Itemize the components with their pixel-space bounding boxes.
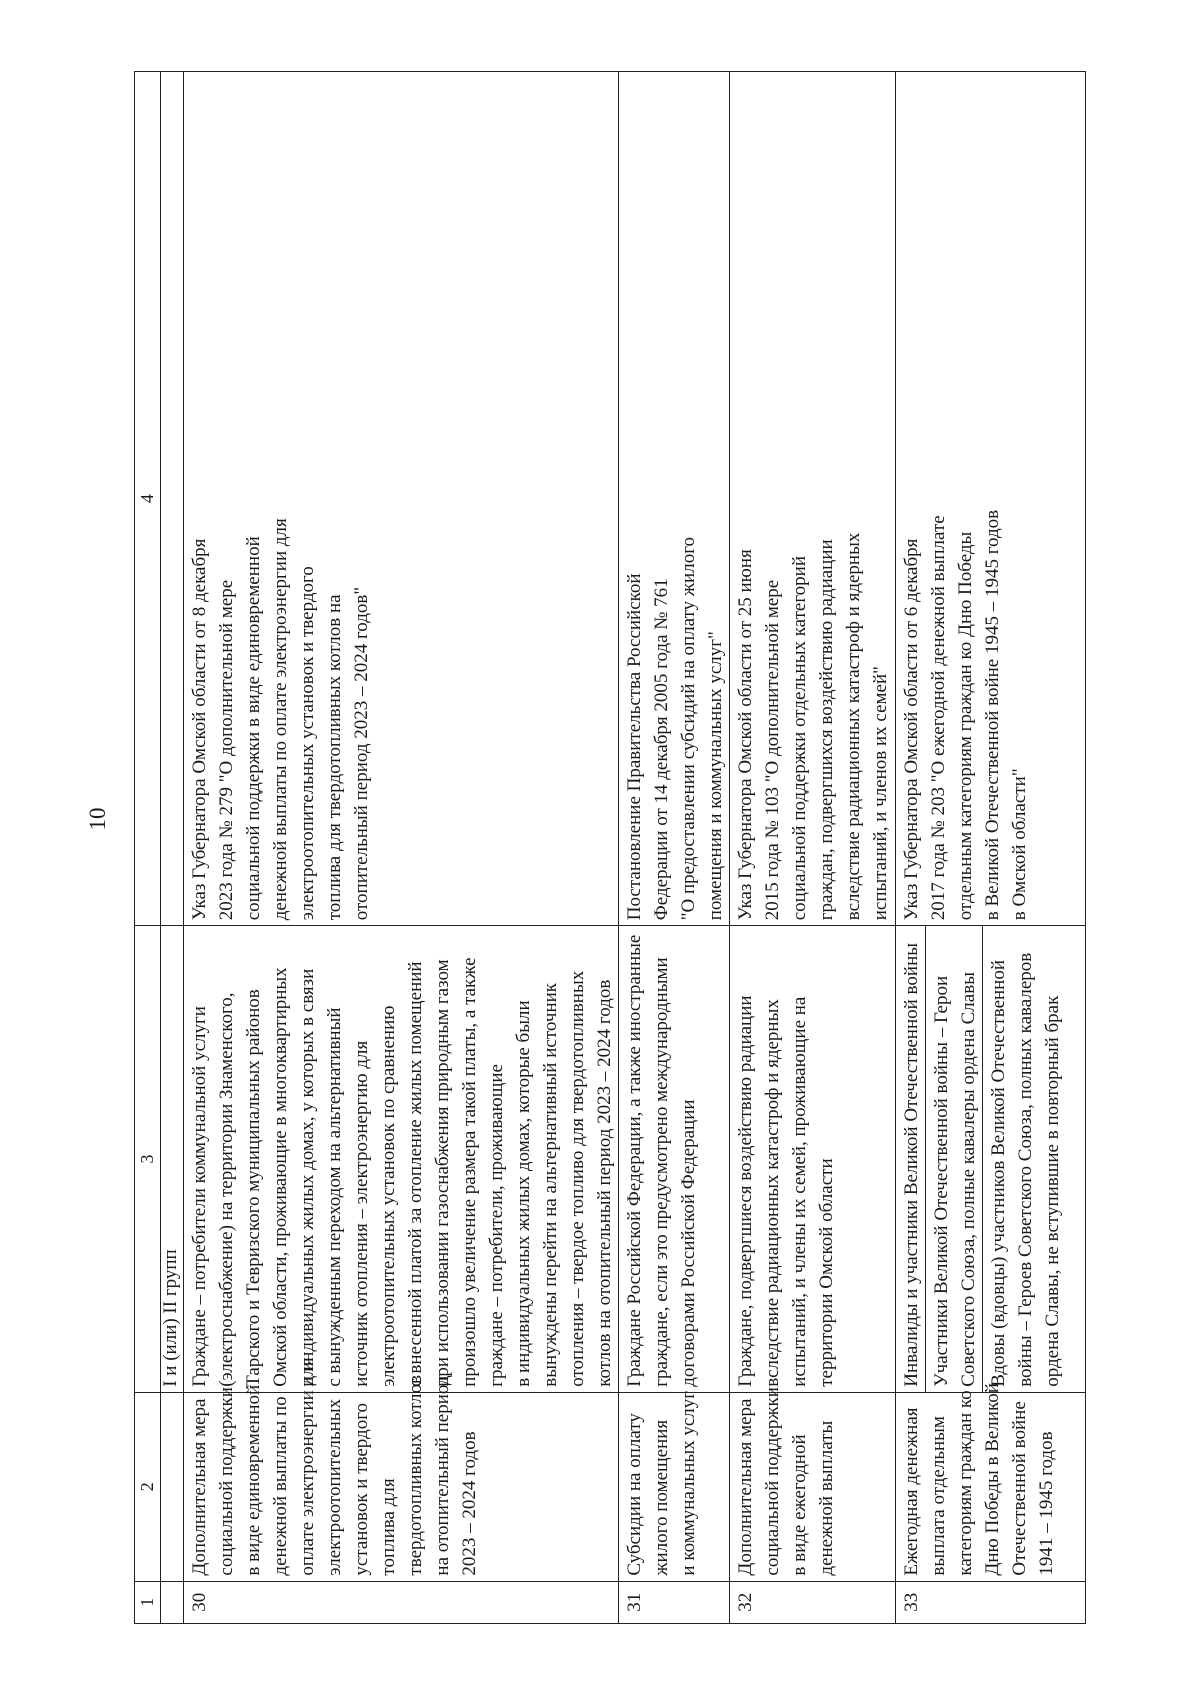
text-line: Граждане Российской Федерации, а также иностранные [624,934,645,1387]
text-line: помещения и коммунальных услуг" [705,631,726,921]
text-line: Советского Союза, полные кавалеры ордена Славы [958,972,979,1387]
text-line: котлов на отопительный период 2023 – 2024 годов [594,979,615,1387]
text-line: с вынужденным переходом на альтернативный [324,1007,345,1387]
measure-name [896,1383,1086,1581]
text-line: в виде единовременной [243,1384,264,1576]
text-line: территории Омской области [816,1158,837,1387]
text-line: Дополнительная мера [735,1398,756,1576]
recipient-categories [184,926,619,1393]
text-line: граждане – потребители, проживающие [486,1064,507,1387]
text-line: войны – Героев Советского Союза, полных кавалеров [1015,952,1036,1387]
row-number: 31 [619,1581,730,1623]
text-line: граждан, подвергшихся воздействию радиации [816,539,837,921]
text-line: Участники Великой Отечественной войны – Герои [931,975,952,1387]
text-line: Инвалиды и участники Великой Отечественной войны [901,942,922,1387]
text-line: твердотопливных котлов [405,1375,426,1576]
legal-basis [730,72,896,926]
text-line: электроотопительных установок по сравнению [378,1005,399,1387]
text-line: 1941 – 1945 годов [1036,1431,1057,1576]
text-line: и коммунальных услуг [678,1390,699,1576]
text-line: вынуждены перейти на альтернативный источник [540,982,561,1387]
text-line: (электроснабжение) на территории Знаменского, [216,992,237,1387]
text-line: в Великой Отечественной войне 1945 – 1945 годов [982,509,1003,921]
table-row [184,72,619,1624]
text-line: вследствие радиационных катастроф и ядерных [843,532,864,921]
text-line: социальной поддержки [762,1387,783,1576]
text-line: 2015 года № 103 "О дополнительной мере [762,579,783,921]
table-row [896,72,1086,1624]
text-line: жилого помещения [651,1419,672,1576]
text-line: Субсидии на оплату [624,1413,645,1576]
text-line: ордена Славы, не вступившие в повторный брак [1042,995,1063,1387]
text-line: 2017 года № 203 "О ежегодной денежной выплате [928,515,949,921]
text-line: договорами Российской Федерации [678,1099,699,1387]
text-line: отдельным категориям граждан ко Дню Победы [955,531,976,921]
text-line: топлива для [378,1478,399,1576]
text-line: электроотопительных установок и твердого [297,566,318,921]
text-line: вследствие радиационных катастроф и ядерных [762,999,783,1387]
table-row [619,72,730,1624]
text-line: Ежегодная денежная [901,1407,922,1576]
text-line: установок и твердого [351,1402,372,1576]
carry-over-text: I и (или) II групп [161,926,184,1393]
text-line: Отечественной войне [1009,1401,1030,1576]
text-line: топлива для твердотопливных котлов на [324,594,345,921]
table-row [730,72,896,1624]
text-line: Федерации от 14 декабря 2005 года № 761 [651,578,672,921]
text-line: Постановление Правительства Российской [624,573,645,921]
column-header-3: 3 [135,926,161,1393]
text-line: при использовании газоснабжения природным газом [432,959,453,1387]
benefits-table [134,71,1086,1624]
text-line: социальной поддержки в виде единовременной [243,536,264,921]
text-line: Граждане – потребители коммунальной услуги [189,1006,210,1387]
carry-over-row [161,72,184,1624]
text-line: "О предоставлении субсидий на оплату жилого [678,536,699,921]
text-line: в индивидуальных жилых домах, которые были [513,1000,534,1387]
text-line: Дню Победы в Великой [982,1383,1003,1576]
text-line: отопительный период 2023 – 2024 годов" [351,586,372,921]
text-line: Указ Губернатора Омской области от 8 декабря [189,538,210,921]
text-line: на отопительный период [432,1375,453,1576]
recipient-category [983,926,1066,1392]
text-line: испытаний, и члены их семей, проживающие на [789,996,810,1387]
row-number: 33 [896,1581,1086,1623]
recipient-categories [730,926,896,1393]
text-line: Омской области, проживающие в многоквартирных [270,967,291,1387]
legal-basis [619,72,730,926]
text-line: Указ Губернатора Омской области от 25 июня [735,549,756,921]
text-line: Вдовы (вдовцы) участников Великой Отечественной [988,959,1009,1387]
legal-basis [896,72,1086,926]
text-line: денежной выплаты по оплате электроэнергии для [270,518,291,921]
text-line: 2023 – 2024 годов [459,1431,480,1576]
text-line: денежной выплаты [816,1420,837,1576]
legal-basis [184,72,619,926]
recipient-categories [619,926,730,1393]
text-line: Граждане, подвергшиеся воздействию радиации [735,995,756,1387]
text-line: 2023 года № 279 "О дополнительной мере [216,579,237,921]
column-header-1: 1 [135,1581,161,1623]
text-line: выплата отдельным [928,1416,949,1576]
text-line: денежной выплаты по [270,1396,291,1576]
benefits-table-rotated [134,71,1063,1624]
page-number: 10 [85,807,110,831]
row-number: 30 [184,1581,619,1623]
text-line: с внесенной платой за отопление жилых помещений [405,961,426,1387]
text-line: электроотопительных [324,1398,345,1576]
text-line: Указ Губернатора Омской области от 6 декабря [901,538,922,921]
measure-name [730,1387,896,1581]
recipient-category [926,926,983,1392]
text-line: категориям граждан ко [955,1390,976,1576]
measure-name [619,1392,730,1581]
text-line: Тарского и Тевризского муниципальных районов [243,989,264,1387]
column-header-4: 4 [135,72,161,926]
recipient-category [896,926,926,1392]
text-line: и индивидуальных жилых домах, у которых в связи [297,968,318,1387]
text-line: произошло увеличение размера такой платы, а также [459,957,480,1387]
text-line: социальной поддержки [216,1387,237,1576]
column-header-2: 2 [135,1392,161,1581]
text-line: Дополнительная мера [189,1398,210,1576]
text-line: испытаний, и членов их семей" [870,666,891,921]
text-line: источник отопления – электроэнергию для [351,1040,372,1387]
text-line: социальной поддержки отдельных категорий [789,556,810,921]
text-line: граждане, если это предусмотрено международными [651,957,672,1387]
measure-name [184,1357,619,1581]
row-number: 32 [730,1581,896,1623]
text-line: в виде ежегодной [789,1434,810,1576]
text-line: оплате электроэнергии для [297,1357,318,1576]
column-number-row [135,72,161,1624]
recipient-categories [896,926,1086,1393]
text-line: отопления – твердое топливо для твердотопливных [567,970,588,1387]
text-line: в Омской области" [1009,768,1030,921]
